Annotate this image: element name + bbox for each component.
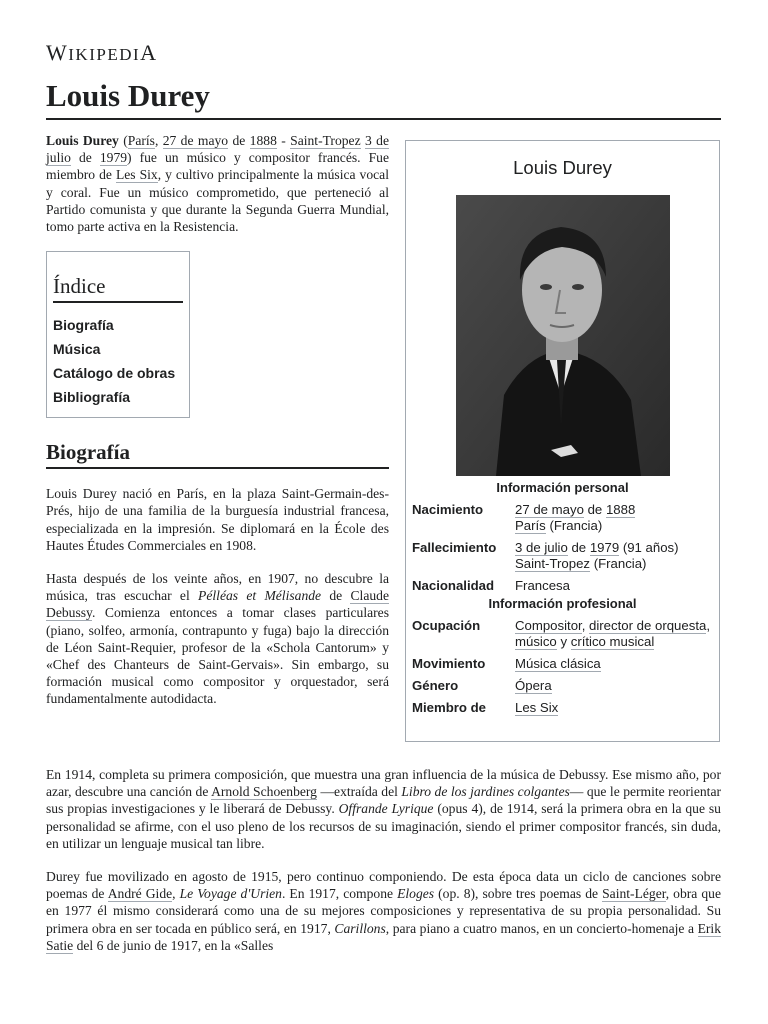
nac-place-link[interactable]: París xyxy=(515,518,546,533)
professional-info-header: Información profesional xyxy=(488,596,637,611)
intro-text: , y cultivo principalmente la música vocal y coral. Fue un músico comprometido, que perteneció al Partido comunista y que durante la Segunda Guerra Mundial, tomo parte activa en la Resistencia. xyxy=(46,167,389,235)
death-day-link[interactable]: 3 de julio xyxy=(46,133,389,166)
country-text: (Francia) xyxy=(549,518,603,533)
toc-item-catalogo[interactable]: Catálogo de obras xyxy=(53,365,176,382)
miembro-value xyxy=(515,698,713,716)
row-miembro xyxy=(406,698,719,716)
infobox-title: Louis Durey xyxy=(513,157,612,178)
fal-day-link[interactable]: 3 de julio xyxy=(515,540,568,555)
biografia-paragraph-3 xyxy=(46,766,721,852)
paragraph-text: . Comienza entonces a tomar clases particulares (piano, solfeo, armonía, contrapunto y fuga) bajo la dirección de Léon Saint-Requier, profesor de la «Schola Cantorum» y «Chef des Chanteurs de Saint-Gervais». Sin embargo, su formación musical como compositor y orquestador, será fundamentalmente autodidacta. xyxy=(46,605,389,707)
paragraph-text: (opus 4), de 1914, será la primera obra en la que su personalidad se afirme, con el uso pleno de los recursos de su imaginación, siendo el primer compositor francés, sin duda, en utilizar un lenguaje musical tan libre. xyxy=(46,801,721,851)
paragraph-text: del 6 de junio de 1917, en la «Salles xyxy=(73,937,274,953)
fal-year-link[interactable]: 1979 xyxy=(589,540,620,555)
left-column xyxy=(46,132,389,724)
birth-day-link[interactable]: 27 de mayo xyxy=(162,133,229,148)
work-title: Pélléas et Mélisande xyxy=(198,588,322,604)
nac-year-link[interactable]: 1888 xyxy=(605,502,636,517)
ocup-director-link[interactable]: director de orquesta xyxy=(589,618,707,633)
genero-label: Género xyxy=(412,678,459,693)
infobox xyxy=(405,140,720,742)
lower-content xyxy=(46,766,721,970)
subject-name: Louis Durey xyxy=(46,133,119,148)
wikipedia-logo[interactable]: WIKIPEDIA xyxy=(46,40,158,65)
paragraph-text: , obra que en 1977 él mismo considerará como una de su mejores composiciones y representativa de su propia personalidad. Su primera obra en ser tocada en público será, en 1917, xyxy=(46,886,721,936)
section-heading-biografia: Biografía xyxy=(46,440,389,469)
death-year-link[interactable]: 1979 xyxy=(99,150,128,166)
ocupacion-value: Compositor, director de orquesta, músico y crítico musical xyxy=(515,618,710,649)
fallecimiento-value xyxy=(515,538,713,572)
work-title: Libro de los jardines colgantes xyxy=(401,784,570,800)
work-title: Le Voyage d'Urien xyxy=(179,886,282,902)
nacionalidad-label: Nacionalidad xyxy=(412,578,495,593)
portrait-photo[interactable] xyxy=(456,195,670,476)
movimiento-link[interactable]: Música clásica xyxy=(515,656,601,671)
paragraph-text: En 1914, completa su primera composición, que muestra una gran influencia de la música de Debussy. Ese mismo año, por azar, descubre una canción de xyxy=(46,767,721,800)
page-title: Louis Durey xyxy=(46,78,721,120)
ocupacion-label: Ocupación xyxy=(412,618,481,633)
toc-item-biografia[interactable]: Biografía xyxy=(53,317,114,334)
miembro-label: Miembro de xyxy=(412,700,487,715)
row-ocupacion xyxy=(406,616,719,650)
work-title: Offrande Lyrique xyxy=(338,801,434,817)
paragraph-text: — que le permite reorientar sus propias investigaciones y le liberará de Debussy. xyxy=(46,784,722,817)
paragraph-text: Hasta después de los veinte años, en 1907, no descubre la música, tras escuchar el xyxy=(46,571,389,604)
paragraph-text: , xyxy=(172,886,180,902)
connector-text: de xyxy=(587,502,603,517)
paragraph-text: de xyxy=(321,588,351,604)
row-genero xyxy=(406,676,719,694)
row-nacimiento xyxy=(406,500,719,534)
ocup-critico-link[interactable]: crítico musical xyxy=(570,634,655,649)
paragraph-text: . En 1917, compone xyxy=(281,886,398,902)
ocup-musico-link[interactable]: músico xyxy=(515,634,557,649)
paragraph-text: (op. 8), sobre tres poemas de xyxy=(434,886,603,902)
birth-year-link[interactable]: 1888 xyxy=(249,133,277,148)
personal-info-header: Información personal xyxy=(496,480,629,495)
genero-value xyxy=(515,676,713,694)
movimiento-label: Movimiento xyxy=(412,656,486,671)
nacimiento-value xyxy=(515,500,713,534)
intro-paragraph: Louis Durey (París, 27 de mayo de 1888 - Saint-Tropez 3 de julio de 1979) fue un músico y compositor francés. Fue miembro de Les Six, y cultivo principalmente la música vocal y coral. Fue un músico comprometido, que perteneció al Partido comunista y que durante la Segunda Guerra Mundial, tomo parte activa en la Resistencia. xyxy=(46,133,389,235)
portrait-image xyxy=(456,195,670,476)
biografia-paragraph-2 xyxy=(46,570,389,708)
country-text: (Francia) xyxy=(593,556,647,571)
schoenberg-link[interactable]: Arnold Schoenberg xyxy=(211,784,317,800)
intro-text: ) fue un músico y compositor francés. Fue miembro de xyxy=(46,150,389,183)
connector-text: de xyxy=(571,540,587,555)
connector-text: de xyxy=(232,133,246,148)
toc-heading: Índice xyxy=(53,274,183,303)
age-text: (91 años) xyxy=(622,540,679,555)
row-fallecimiento xyxy=(406,538,719,572)
biografia-paragraph-4 xyxy=(46,868,721,954)
ocup-compositor-link[interactable]: Compositor xyxy=(515,618,582,633)
gide-link[interactable]: André Gide xyxy=(107,886,173,902)
saint-leger-link[interactable]: Saint-Léger xyxy=(602,886,666,902)
row-nacionalidad xyxy=(406,576,719,594)
toc-item-musica[interactable]: Música xyxy=(53,341,101,358)
work-title: Carillons xyxy=(334,920,386,936)
paragraph-text: Durey fue movilizado en agosto de 1915, pero continuo componiendo. De esta época data un ciclo de canciones sobre poemas de xyxy=(46,869,721,902)
death-place-link[interactable]: Saint-Tropez xyxy=(290,133,361,148)
biografia-paragraph-1: Louis Durey nació en París, en la plaza Saint-Germain-des-Prés, hijo de una familia de la burguesía industrial francesa, especializada en la impresión. Se diplomará en la École des Hautes Études Commerciales en 1908. xyxy=(46,486,389,553)
work-title: Eloges xyxy=(397,886,435,902)
toc-item-bibliografia[interactable]: Bibliografía xyxy=(53,389,131,406)
les-six-link[interactable]: Les Six xyxy=(115,167,158,183)
fallecimiento-label: Fallecimiento xyxy=(412,540,497,555)
debussy-link[interactable]: Claude Debussy xyxy=(46,588,389,621)
table-of-contents xyxy=(46,251,190,418)
paragraph-text: , para piano a cuatro manos, en un concierto-homenaje a xyxy=(385,920,698,936)
paragraph-text: —extraída del xyxy=(316,784,402,800)
nacimiento-label: Nacimiento xyxy=(412,502,484,517)
genero-link[interactable]: Ópera xyxy=(515,678,552,693)
satie-link[interactable]: Erik Satie xyxy=(46,920,721,953)
connector-text: de xyxy=(78,150,92,166)
connector-text: y xyxy=(560,634,568,649)
fal-place-link[interactable]: Saint-Tropez xyxy=(515,556,591,571)
miembro-link[interactable]: Les Six xyxy=(515,700,559,715)
nac-day-link[interactable]: 27 de mayo xyxy=(515,502,584,517)
movimiento-value xyxy=(515,654,713,672)
birth-place-link[interactable]: París xyxy=(127,133,155,148)
dash-text: - xyxy=(281,133,286,148)
nacionalidad-value: Francesa xyxy=(515,578,570,593)
row-movimiento xyxy=(406,654,719,672)
